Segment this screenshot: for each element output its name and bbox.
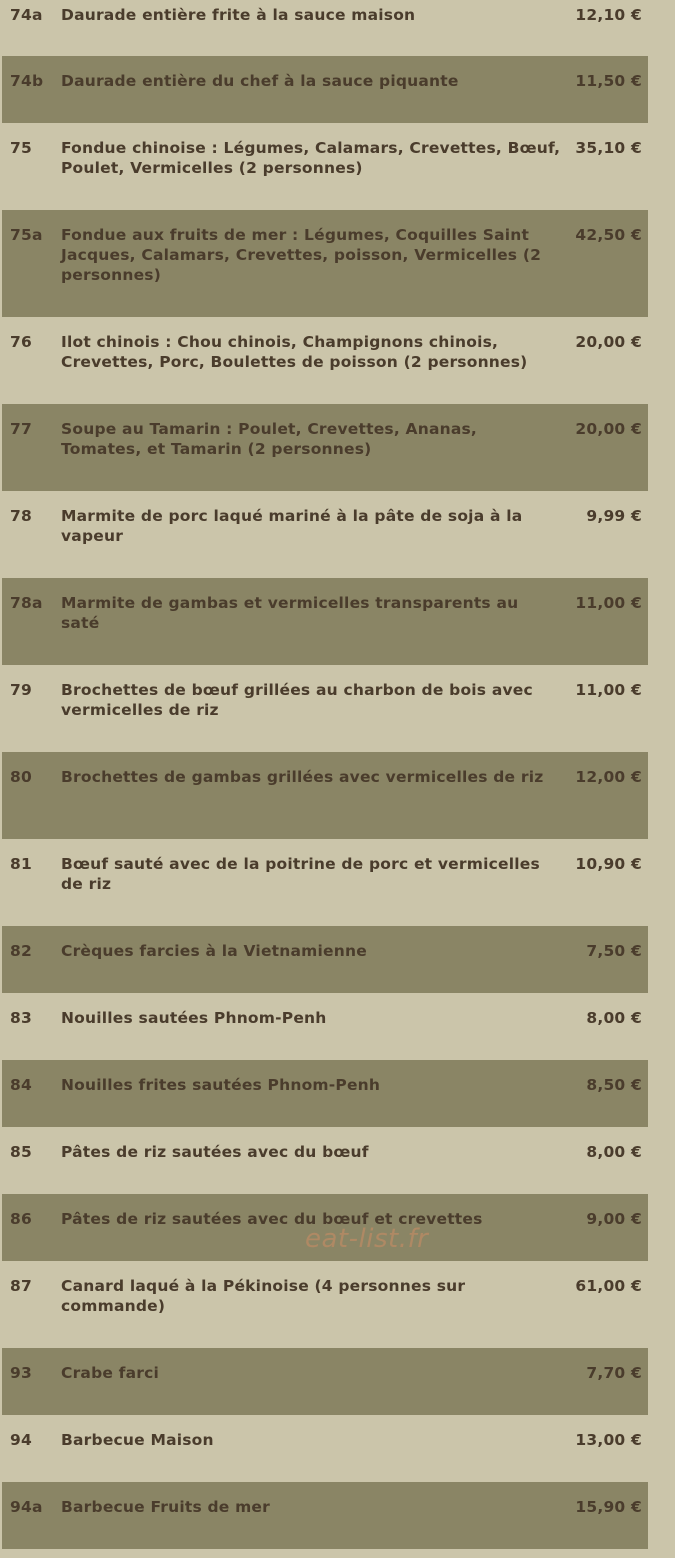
item-price: 11,50 € [575, 72, 642, 90]
item-description: Nouilles frites sautées Phnom-Penh [61, 1076, 381, 1094]
item-number: 78a [10, 594, 43, 612]
menu-item [2, 1482, 648, 1549]
item-price: 9,99 € [586, 507, 642, 525]
item-description: Marmite de gambas et vermicelles transparents au saté [61, 594, 519, 632]
item-number: 75a [10, 226, 43, 244]
item-number: 75 [10, 139, 32, 157]
item-price: 8,50 € [586, 1076, 642, 1094]
item-number: 76 [10, 333, 32, 351]
item-description: Ilot chinois : Chou chinois, Champignons chinois, Crevettes, Porc, Boulettes de poisson (2 personnes) [61, 333, 528, 371]
item-price: 20,00 € [575, 420, 642, 438]
item-description: Nouilles sautées Phnom-Penh [61, 1009, 327, 1027]
menu-item [2, 56, 648, 123]
menu-item [2, 839, 648, 926]
item-price: 8,00 € [586, 1009, 642, 1027]
item-number: 86 [10, 1210, 32, 1228]
item-number: 94a [10, 1498, 43, 1516]
item-price: 15,90 € [575, 1498, 642, 1516]
menu-item [2, 926, 648, 993]
item-number: 85 [10, 1143, 32, 1161]
item-price: 9,00 € [586, 1210, 642, 1228]
menu-item [2, 1127, 648, 1194]
menu-item [2, 993, 648, 1060]
item-price: 42,50 € [575, 226, 642, 244]
item-description: Barbecue Maison [61, 1431, 214, 1449]
watermark-logo: eat-list.fr [305, 1224, 429, 1254]
menu-item [2, 0, 648, 56]
item-price: 35,10 € [575, 139, 642, 157]
item-description: Soupe au Tamarin : Poulet, Crevettes, Ananas, Tomates, et Tamarin (2 personnes) [61, 420, 478, 458]
item-price: 7,50 € [586, 942, 642, 960]
item-number: 94 [10, 1431, 32, 1449]
item-number: 83 [10, 1009, 32, 1027]
item-price: 13,00 € [575, 1431, 642, 1449]
item-description: Crèques farcies à la Vietnamienne [61, 942, 367, 960]
item-price: 12,00 € [575, 768, 642, 786]
item-description: Fondue aux fruits de mer : Légumes, Coquilles Saint Jacques, Calamars, Crevettes, poisson, Vermicelles (2 personnes) [61, 226, 542, 284]
item-price: 10,90 € [575, 855, 642, 873]
item-description: Brochettes de bœuf grillées au charbon de bois avec vermicelles de riz [61, 681, 533, 719]
item-description: Bœuf sauté avec de la poitrine de porc et vermicelles de riz [61, 855, 540, 893]
item-price: 8,00 € [586, 1143, 642, 1161]
menu-item [2, 752, 648, 839]
item-number: 87 [10, 1277, 32, 1295]
item-number: 74a [10, 6, 43, 24]
item-description: Brochettes de gambas grillées avec vermicelles de riz [61, 768, 544, 786]
item-description: Pâtes de riz sautées avec du bœuf [61, 1143, 369, 1161]
item-description: Barbecue Fruits de mer [61, 1498, 270, 1516]
item-number: 81 [10, 855, 32, 873]
menu-item [2, 578, 648, 665]
item-description: Marmite de porc laqué mariné à la pâte de soja à la vapeur [61, 507, 523, 545]
menu-item [2, 1060, 648, 1127]
item-description: Canard laqué à la Pékinoise (4 personnes sur commande) [61, 1277, 466, 1315]
item-number: 93 [10, 1364, 32, 1382]
item-number: 82 [10, 942, 32, 960]
item-description: Fondue chinoise : Légumes, Calamars, Crevettes, Bœuf, Poulet, Vermicelles (2 personnes) [61, 139, 561, 177]
item-price: 7,70 € [586, 1364, 642, 1382]
item-number: 80 [10, 768, 32, 786]
menu-item [2, 210, 648, 317]
item-number: 84 [10, 1076, 32, 1094]
menu-item [2, 404, 648, 491]
menu-item [2, 665, 648, 752]
menu-item [2, 317, 648, 404]
item-number: 78 [10, 507, 32, 525]
menu-item [2, 123, 648, 210]
item-price: 12,10 € [575, 6, 642, 24]
menu-item [2, 1261, 648, 1348]
menu-item [2, 1415, 648, 1482]
menu-item [2, 1348, 648, 1415]
menu-item [2, 491, 648, 578]
item-price: 61,00 € [575, 1277, 642, 1295]
item-description: Daurade entière frite à la sauce maison [61, 6, 416, 24]
item-number: 79 [10, 681, 32, 699]
item-number: 77 [10, 420, 32, 438]
menu-item [2, 1194, 648, 1261]
item-description: Crabe farci [61, 1364, 160, 1382]
item-price: 11,00 € [575, 594, 642, 612]
item-price: 11,00 € [575, 681, 642, 699]
item-description: Pâtes de riz sautées avec du bœuf et crevettes [61, 1210, 483, 1228]
item-description: Daurade entière du chef à la sauce piquante [61, 72, 459, 90]
item-price: 20,00 € [575, 333, 642, 351]
item-number: 74b [10, 72, 44, 90]
